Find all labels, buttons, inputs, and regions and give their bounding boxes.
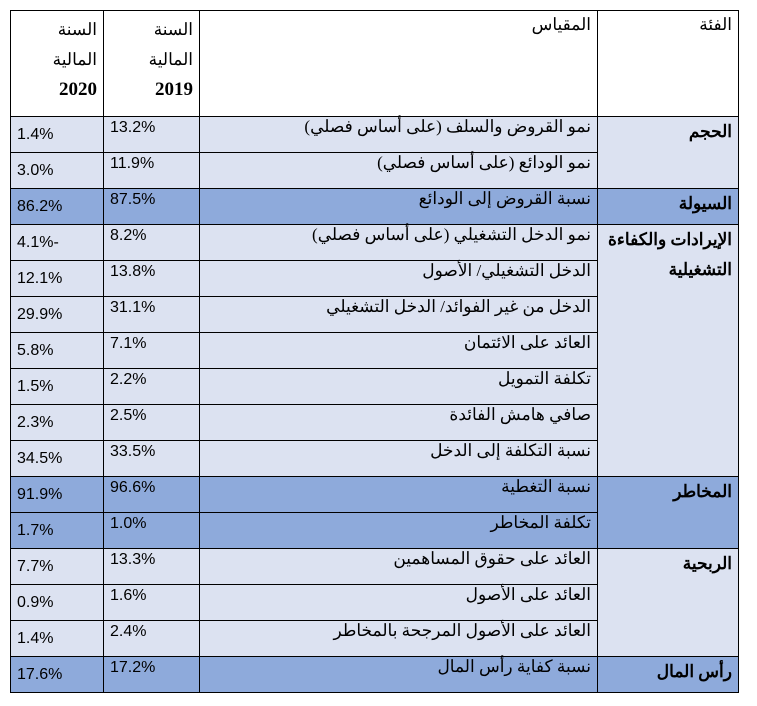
category-risk: المخاطر	[598, 477, 739, 549]
metric-cell: العائد على حقوق المساهمين	[200, 549, 598, 585]
category-profitability: الربحية	[598, 549, 739, 657]
metric-cell: تكلفة المخاطر	[200, 513, 598, 549]
category-revenue-line-2: التشغيلية	[668, 260, 732, 279]
value-fy2020: 86.2%	[11, 189, 104, 225]
category-revenue-line-1: الإيرادات والكفاءة	[608, 230, 732, 249]
header-fy2020-label-2: المالية	[52, 50, 97, 69]
value-fy2020: 1.4%	[11, 117, 104, 153]
metric-cell: الدخل التشغيلي/ الأصول	[200, 261, 598, 297]
metric-cell: نسبة التغطية	[200, 477, 598, 513]
table-row	[11, 549, 739, 585]
value-fy2019: 17.2%	[104, 657, 200, 693]
value-fy2019: 1.6%	[104, 585, 200, 621]
header-fy2020-label-1: السنة	[57, 20, 97, 39]
value-fy2019: 87.5%	[104, 189, 200, 225]
value-fy2020: 5.8%	[11, 333, 104, 369]
value-fy2020: 2.3%	[11, 405, 104, 441]
metric-cell: العائد على الأصول المرجحة بالمخاطر	[200, 621, 598, 657]
metric-cell: نمو الدخل التشغيلي (على أساس فصلي)	[200, 225, 598, 261]
value-fy2019: 13.3%	[104, 549, 200, 585]
value-fy2019: 31.1%	[104, 297, 200, 333]
header-category: الفئة	[598, 11, 739, 117]
value-fy2020: 1.7%	[11, 513, 104, 549]
value-fy2020: 1.5%	[11, 369, 104, 405]
header-fy2020-year: 2020	[59, 79, 97, 100]
metric-cell: نسبة القروض إلى الودائع	[200, 189, 598, 225]
metric-cell: نمو الودائع (على أساس فصلي)	[200, 153, 598, 189]
financial-metrics-table	[10, 10, 739, 693]
metric-cell: الدخل من غير الفوائد/ الدخل التشغيلي	[200, 297, 598, 333]
header-fy2019	[104, 11, 200, 117]
metric-cell: نسبة التكلفة إلى الدخل	[200, 441, 598, 477]
category-capital: رأس المال	[598, 657, 739, 693]
metric-cell: العائد على الائتمان	[200, 333, 598, 369]
value-fy2020: -4.1%	[11, 225, 104, 261]
category-revenue-efficiency	[598, 225, 739, 477]
header-fy2019-label-2: المالية	[148, 50, 193, 69]
header-metric: المقياس	[200, 11, 598, 117]
category-volume: الحجم	[598, 117, 739, 189]
value-fy2019: 2.5%	[104, 405, 200, 441]
value-fy2020: 17.6%	[11, 657, 104, 693]
value-fy2019: 8.2%	[104, 225, 200, 261]
value-fy2019: 2.2%	[104, 369, 200, 405]
value-fy2019: 13.8%	[104, 261, 200, 297]
value-fy2019: 7.1%	[104, 333, 200, 369]
value-fy2020: 29.9%	[11, 297, 104, 333]
category-liquidity: السيولة	[598, 189, 739, 225]
value-fy2019: 1.0%	[104, 513, 200, 549]
value-fy2020: 12.1%	[11, 261, 104, 297]
value-fy2020: 34.5%	[11, 441, 104, 477]
value-fy2019: 11.9%	[104, 153, 200, 189]
metric-cell: نسبة كفاية رأس المال	[200, 657, 598, 693]
header-fy2019-year: 2019	[155, 79, 193, 100]
value-fy2020: 7.7%	[11, 549, 104, 585]
value-fy2019: 33.5%	[104, 441, 200, 477]
table-row	[11, 477, 739, 513]
metric-cell: صافي هامش الفائدة	[200, 405, 598, 441]
value-fy2020: 0.9%	[11, 585, 104, 621]
table-row	[11, 189, 739, 225]
value-fy2020: 91.9%	[11, 477, 104, 513]
value-fy2020: 3.0%	[11, 153, 104, 189]
header-fy2019-label-1: السنة	[153, 20, 193, 39]
value-fy2019: 96.6%	[104, 477, 200, 513]
table-row	[11, 657, 739, 693]
value-fy2019: 2.4%	[104, 621, 200, 657]
metric-cell: تكلفة التمويل	[200, 369, 598, 405]
value-fy2019: 13.2%	[104, 117, 200, 153]
table-row	[11, 225, 739, 261]
header-row	[11, 11, 739, 117]
table-row	[11, 117, 739, 153]
metric-cell: نمو القروض والسلف (على أساس فصلي)	[200, 117, 598, 153]
header-fy2020	[11, 11, 104, 117]
metric-cell: العائد على الأصول	[200, 585, 598, 621]
value-fy2020: 1.4%	[11, 621, 104, 657]
